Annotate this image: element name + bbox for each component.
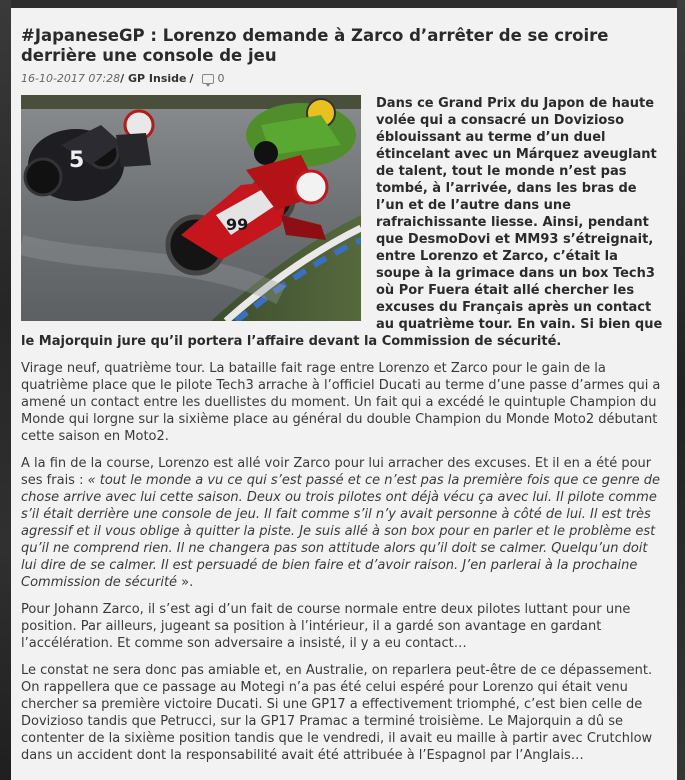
bike-number-5: 5: [69, 148, 85, 173]
article-lead: Dans ce Grand Prix du Japon de haute volée qui a consacré un Dovizioso éblouissant au terme d’un duel étincelant avec un Márquez aveuglant de talent, tout le monde n’est pas tombé, à l’arrivée, dans les bras de l’un et de l’autre dans une rafraichissante liesse. Ainsi, pendant que DesmoDovi et MM93 s’étreignait, entre Lorenzo et Zarco, c’était la soupe à la grimace dans un box Tech3 où Por Fuera était allé chercher les excuses du Français après un contact au quatrième tour. En vain. Si bien que le Majorquin jure qu’il portera l’affaire devant la Commission de sécurité.: [21, 96, 663, 349]
lorenzo-quote: « tout le monde a vu ce qui s’est passé et ce n’est pas la première fois que ce genre de chose arrive avec lui cette saison. Deux ou trois pilotes ont déjà vécu ça avec lui. Il pilote comme s’il était derrière une console de jeu. Il fait comme s’il n’y avait personne à côté de lui. Il est très agressif et il vous oblige à quitter la piste. Je suis allé à son box pour en parler et le problème est qu’il ne comprend rien. Il ne changera pas son attitude alors qu’il doit se calmer. Quelqu’un doit lui dire de se calmer. Il est persuadé de bien faire et d’avoir raison. J’en parlerai à la prochaine Commission de sécurité: [21, 473, 660, 590]
article-photo: [21, 95, 361, 321]
article-body: [21, 95, 665, 764]
article-paragraph-4: Le constat ne sera donc pas amiable et, en Australie, on reparlera peut-être de ce dépassement. On rappellera que ce passage au Motegi n’a pas été celui espéré pour Lorenzo qui était venu chercher sa première victoire Ducati. Si une GP17 a effectivement triomphé, c’est bien celle de Dovizioso tandis que Petrucci, sur la GP17 Pramac a terminé troisième. Le Majorquin a dû se contenter de la sixième position tandis que le vendredi, il avait eu maille à partir avec Crutchlow dans un accident dont la responsabilité avait été attribuée à l’Espagnol par l’Anglais…: [21, 663, 653, 763]
page-background-left: [0, 0, 11, 780]
article-title[interactable]: #JapaneseGP : Lorenzo demande à Zarco d’arrêter de se croire derrière une console de jeu: [21, 26, 609, 65]
article-meta: [21, 71, 665, 87]
article-paragraph-3: Pour Johann Zarco, il s’est agi d’un fait de course normale entre deux pilotes luttant pour une position. Par ailleurs, jugeant sa position à l’intérieur, il a gardé son avantage en gardant l’accélération. Et comme son adversaire a insisté, il y a eu contact…: [21, 602, 631, 651]
comment-icon[interactable]: [202, 74, 214, 84]
article-paragraph-2: [21, 455, 665, 591]
article-category-link[interactable]: / GP Inside: [120, 72, 187, 85]
comment-count[interactable]: 0: [217, 72, 225, 85]
meta-separator: /: [189, 72, 194, 85]
paragraph-2-intro: A la fin de la course, Lorenzo est allé voir Zarco pour lui arracher des excuses. Et il en a été pour ses frais :: [21, 456, 652, 488]
article: [11, 8, 677, 780]
quote-end: ».: [177, 575, 194, 590]
article-date: 16-10-2017 07:28: [21, 72, 121, 85]
bike-number-99: 99: [226, 215, 249, 234]
article-paragraph-1: Virage neuf, quatrième tour. La bataille fait rage entre Lorenzo et Zarco pour le gain de la quatrième place que le pilote Tech3 arrache à l’officiel Ducati au terme d’une passe d’armes qui a amené un contact entre les duellistes du moment. Un fait qui a excédé le quintuple Champion du Monde qui lorgne sur la sixième place au général du double Champion du Monde Moto2 débutant cette saison en Moto2.: [21, 361, 661, 444]
page-background-right: [677, 0, 685, 780]
